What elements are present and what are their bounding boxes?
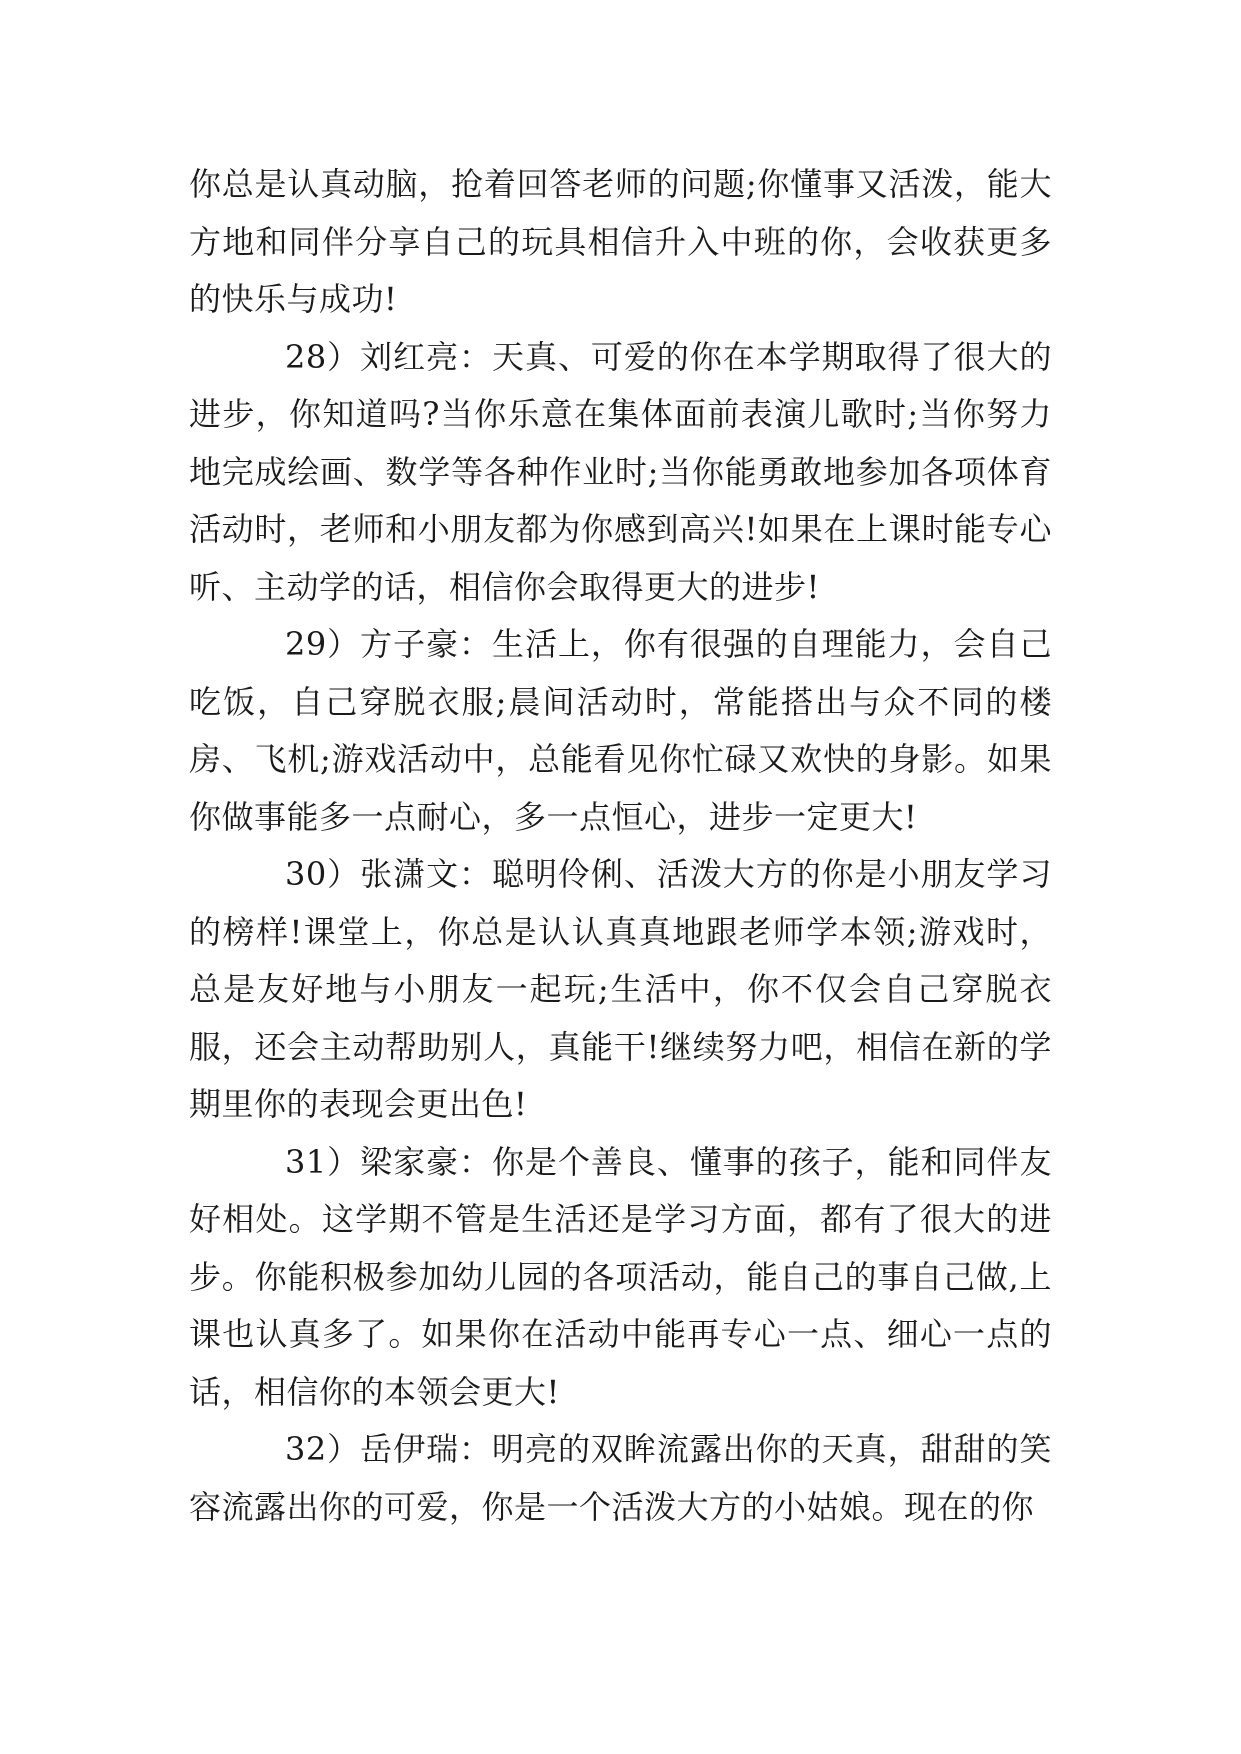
- paragraph-comment-32: 32）岳伊瑞：明亮的双眸流露出你的天真，甜甜的笑容流露出你的可爱，你是一个活泼大方的小姑娘。现在的你: [189, 1430, 1052, 1526]
- paragraph-comment-29: 29）方子豪：生活上，你有很强的自理能力，会自己吃饭，自己穿脱衣服;晨间活动时，常能搭出与众不同的楼房、飞机;游戏活动中，总能看见你忙碌又欢快的身影。如果你做事能多一点耐心，多一点恒心，进步一定更大!: [189, 625, 1052, 836]
- paragraph-comment-28: 28）刘红亮：天真、可爱的你在本学期取得了很大的进步，你知道吗?当你乐意在集体面前表演儿歌时;当你努力地完成绘画、数学等各种作业时;当你能勇敢地参加各项体育活动时，老师和小朋友都为你感到高兴!如果在上课时能专心听、主动学的话，相信你会取得更大的进步!: [189, 337, 1052, 606]
- paragraph-comment-31: 31）梁家豪：你是个善良、懂事的孩子，能和同伴友好相处。这学期不管是生活还是学习方面，都有了很大的进步。你能积极参加幼儿园的各项活动，能自己的事自己做,上课也认真多了。如果你在活动中能再专心一点、细心一点的话，相信你的本领会更大!: [189, 1142, 1052, 1411]
- paragraph-continuation: 你总是认真动脑，抢着回答老师的问题;你懂事又活泼，能大方地和同伴分享自己的玩具相信升入中班的你，会收获更多的快乐与成功!: [189, 165, 1052, 318]
- document-body: [189, 156, 1052, 1536]
- paragraph-comment-30: 30）张潇文：聪明伶俐、活泼大方的你是小朋友学习的榜样!课堂上，你总是认认真真地跟老师学本领;游戏时，总是友好地与小朋友一起玩;生活中，你不仅会自己穿脱衣服，还会主动帮助别人，真能干!继续努力吧，相信在新的学期里你的表现会更出色!: [189, 855, 1052, 1123]
